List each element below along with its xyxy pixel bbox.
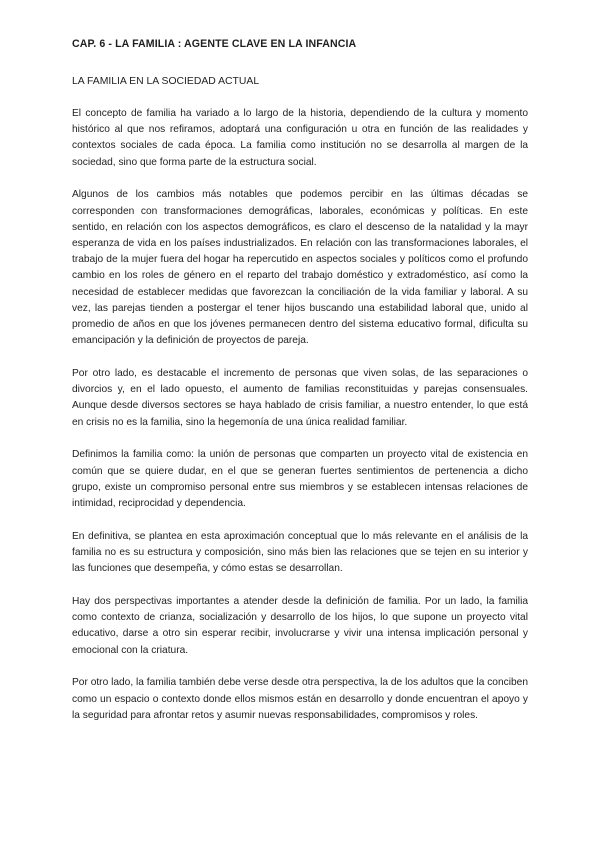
paragraph-conclusion: En definitiva, se plantea en esta aproximación conceptual que lo más relevante en el análisis de la familia no es su estructura y composición, sino más bien las relaciones que se tejen en su interior y las funciones que desempeña, y cómo estas se desarrollan. [72,530,528,575]
section-title: LA FAMILIA EN LA SOCIEDAD ACTUAL [72,76,260,87]
document-body [72,37,528,741]
paragraph-adult-perspective: Por otro lado, la familia también debe verse desde otra perspectiva, la de los adultos que la conciben como un espacio o contexto donde ellos mismos están en desarrollo y donde encuentran el apoyo y la seguridad para afrontar retos y asumir nuevas responsabilidades, compromisos y roles. [72,677,528,721]
paragraph-changes: Algunos de los cambios más notables que podemos percibir en las últimas décadas se corresponden con transformaciones demográficas, laborales, económicas y políticas. En este sentido, en relación con los aspectos demográficos, es claro el descenso de la natalidad y la mayr esperanza de vida en los países industrializados. En relación con las transformaciones laborales, el trabajo de la mujer fuera del hogar ha repercutido en aspectos sociales y políticos como el profundo cambio en los roles de género en el reparto del trabajo doméstico y extradoméstico, así como la necesidad de establecer medidas que favorezcan la conciliación de la vida familiar y laboral. A su vez, las parejas tienden a postergar el tener hijos buscando una estabilidad laboral que, unido al promedio de años en que los jóvenes permanecen dentro del sistema educativo formal, dificulta su emancipación y la definición de proyectos de pareja. [72,189,528,347]
paragraph-other-side: Por otro lado, es destacable el incremento de personas que viven solas, de las separaciones o divorcios y, en el lado opuesto, el aumento de familias reconstituidas y parejas consensuales. Aunque desde diversos sectores se haya hablado de crisis familiar, a nuestro entender, lo que está en crisis no es la familia, sino la hegemonía de una única realidad familiar. [72,368,528,428]
paragraph-concept: El concepto de familia ha variado a lo largo de la historia, dependiendo de la cultura y momento histórico al que nos refiramos, adoptará una configuración u otra en función de las realidades y contextos sociales de cada época. La familia como institución no se desarrolla al margen de la sociedad, sino que forma parte de la estructura social. [72,108,528,168]
chapter-title: CAP. 6 - LA FAMILIA : AGENTE CLAVE EN LA INFANCIA [72,38,357,50]
paragraph-perspectives: Hay dos perspectivas importantes a atender desde la definición de familia. Por un lado, la familia como contexto de crianza, socialización y desarrollo de los hijos, lo que supone un proyecto vital educativo, darse a otro sin esperar recibir, involucrarse y vivir una intensa implicación personal y emocional con la criatura. [72,596,528,656]
paragraph-definition: Definimos la familia como: la unión de personas que comparten un proyecto vital de existencia en común que se quiere dudar, en el que se generan fuertes sentimientos de pertenencia a dicho grupo, existe un compromiso personal entre sus miembros y se establecen intensas relaciones de intimidad, reciprocidad y dependencia. [72,449,528,510]
